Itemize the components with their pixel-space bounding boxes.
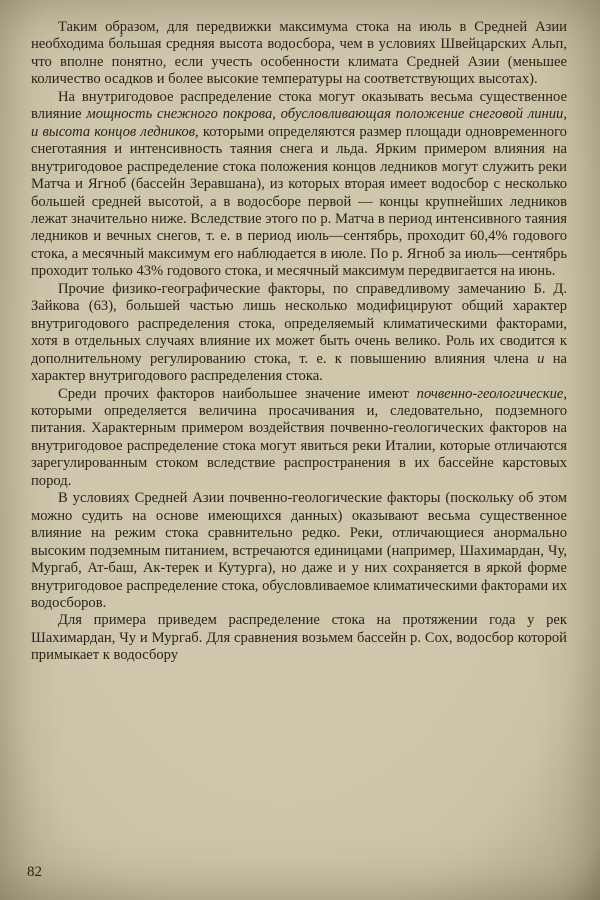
page-text bbox=[31, 19, 567, 665]
paragraph bbox=[31, 89, 567, 281]
paragraph-text: Прочие физико-географические факторы, по справедливому замечанию Б. Д. Зайкова (63), большей частью лишь несколько модифицируют общий характер внутригодового распределения стока, определяемый климатическими факторами, хотя в отдельных случаях влияние их может быть очень велико. Роль их сводится к дополнительному регулированию стока, т. е. к повышению влияния члена bbox=[31, 280, 567, 367]
emphasized-text: и bbox=[537, 350, 545, 367]
emphasized-text: мощность снежного покрова, обусловливающая положение снеговой линии, и высота концов ледников, bbox=[31, 106, 567, 140]
paragraph-text: Среди прочих факторов наибольшее значение имеют bbox=[58, 385, 417, 402]
emphasized-text: почвенно-геологические, bbox=[416, 385, 567, 402]
paragraph-text: Таким образом, для передвижки максимума стока на июль в Средней Азии необходима бо́льшая средняя высота водосбора, чем в условиях Швейцарских Альп, что вполне понятно, если учесть особенности климата Средней Азии (меньшее количество осадков и более высокие температуры на соответствующих высотах). bbox=[31, 19, 567, 88]
paragraph bbox=[31, 19, 567, 89]
paragraph-text: которыми определяются размер площади одновременного снеготаяния и интенсивность таяния снега и льда. Ярким примером влияния на внутригодовое распределение стока положения концов ледников могут служить реки Матча и Ягноб (бассейн Зеравшана), из которых вторая имеет водосбор с несколько большей средней высотой, а в водосборе первой — концы крупнейших ледников лежат значительно ниже. Вследствие этого по р. Матча в период интенсивного таяния ледников и вечных снегов, т. е. в период июль—сентябрь, проходит 60,4% годового стока, а месячный максимум его наблюдается в июле. По р. Ягноб за июль—сентябрь проходит только 43% годового стока, и месячный максимум передвигается на июнь. bbox=[31, 123, 567, 280]
paragraph-text: на характер внутригодового распределения стока. bbox=[31, 350, 567, 385]
paragraph-text: На внутригодовое распределение стока могут оказывать весьма существенное влияние bbox=[31, 88, 567, 123]
paragraph bbox=[31, 386, 567, 491]
paragraph-text: которыми определяется величина просачивания и, следовательно, подземного питания. Характерным примером воздействия почвенно-геологических факторов на внутригодовое распределение стока могут явиться реки Италии, которые отличаются зарегулированным стоком вследствие распространения в их бассейне карстовых пород. bbox=[31, 402, 567, 489]
paragraph bbox=[31, 490, 567, 612]
paragraph bbox=[31, 612, 567, 664]
page-number: 82 bbox=[27, 864, 42, 880]
paragraph bbox=[31, 281, 567, 386]
paragraph-text: В условиях Средней Азии почвенно-геологические факторы (поскольку об этом можно судить на основе имеющихся данных) оказывают весьма существенное влияние на режим стока сравнительно редко. Реки, отличающиеся анормально высоким подземным питанием, встречаются единицами (например, Шахимардан, Чу, Мургаб, Ат-баш, Ак-терек и Кутурга), но даже и у них сохраняется в яркой форме внутригодовое распределение стока, обусловливаемое климатическими факторами их водосборов. bbox=[31, 490, 567, 611]
paragraph-text: Для примера приведем распределение стока на протяжении года у рек Шахимардан, Чу и Мургаб. Для сравнения возьмем бассейн р. Сох, водосбор которой примыкает к водосбору bbox=[31, 612, 567, 664]
